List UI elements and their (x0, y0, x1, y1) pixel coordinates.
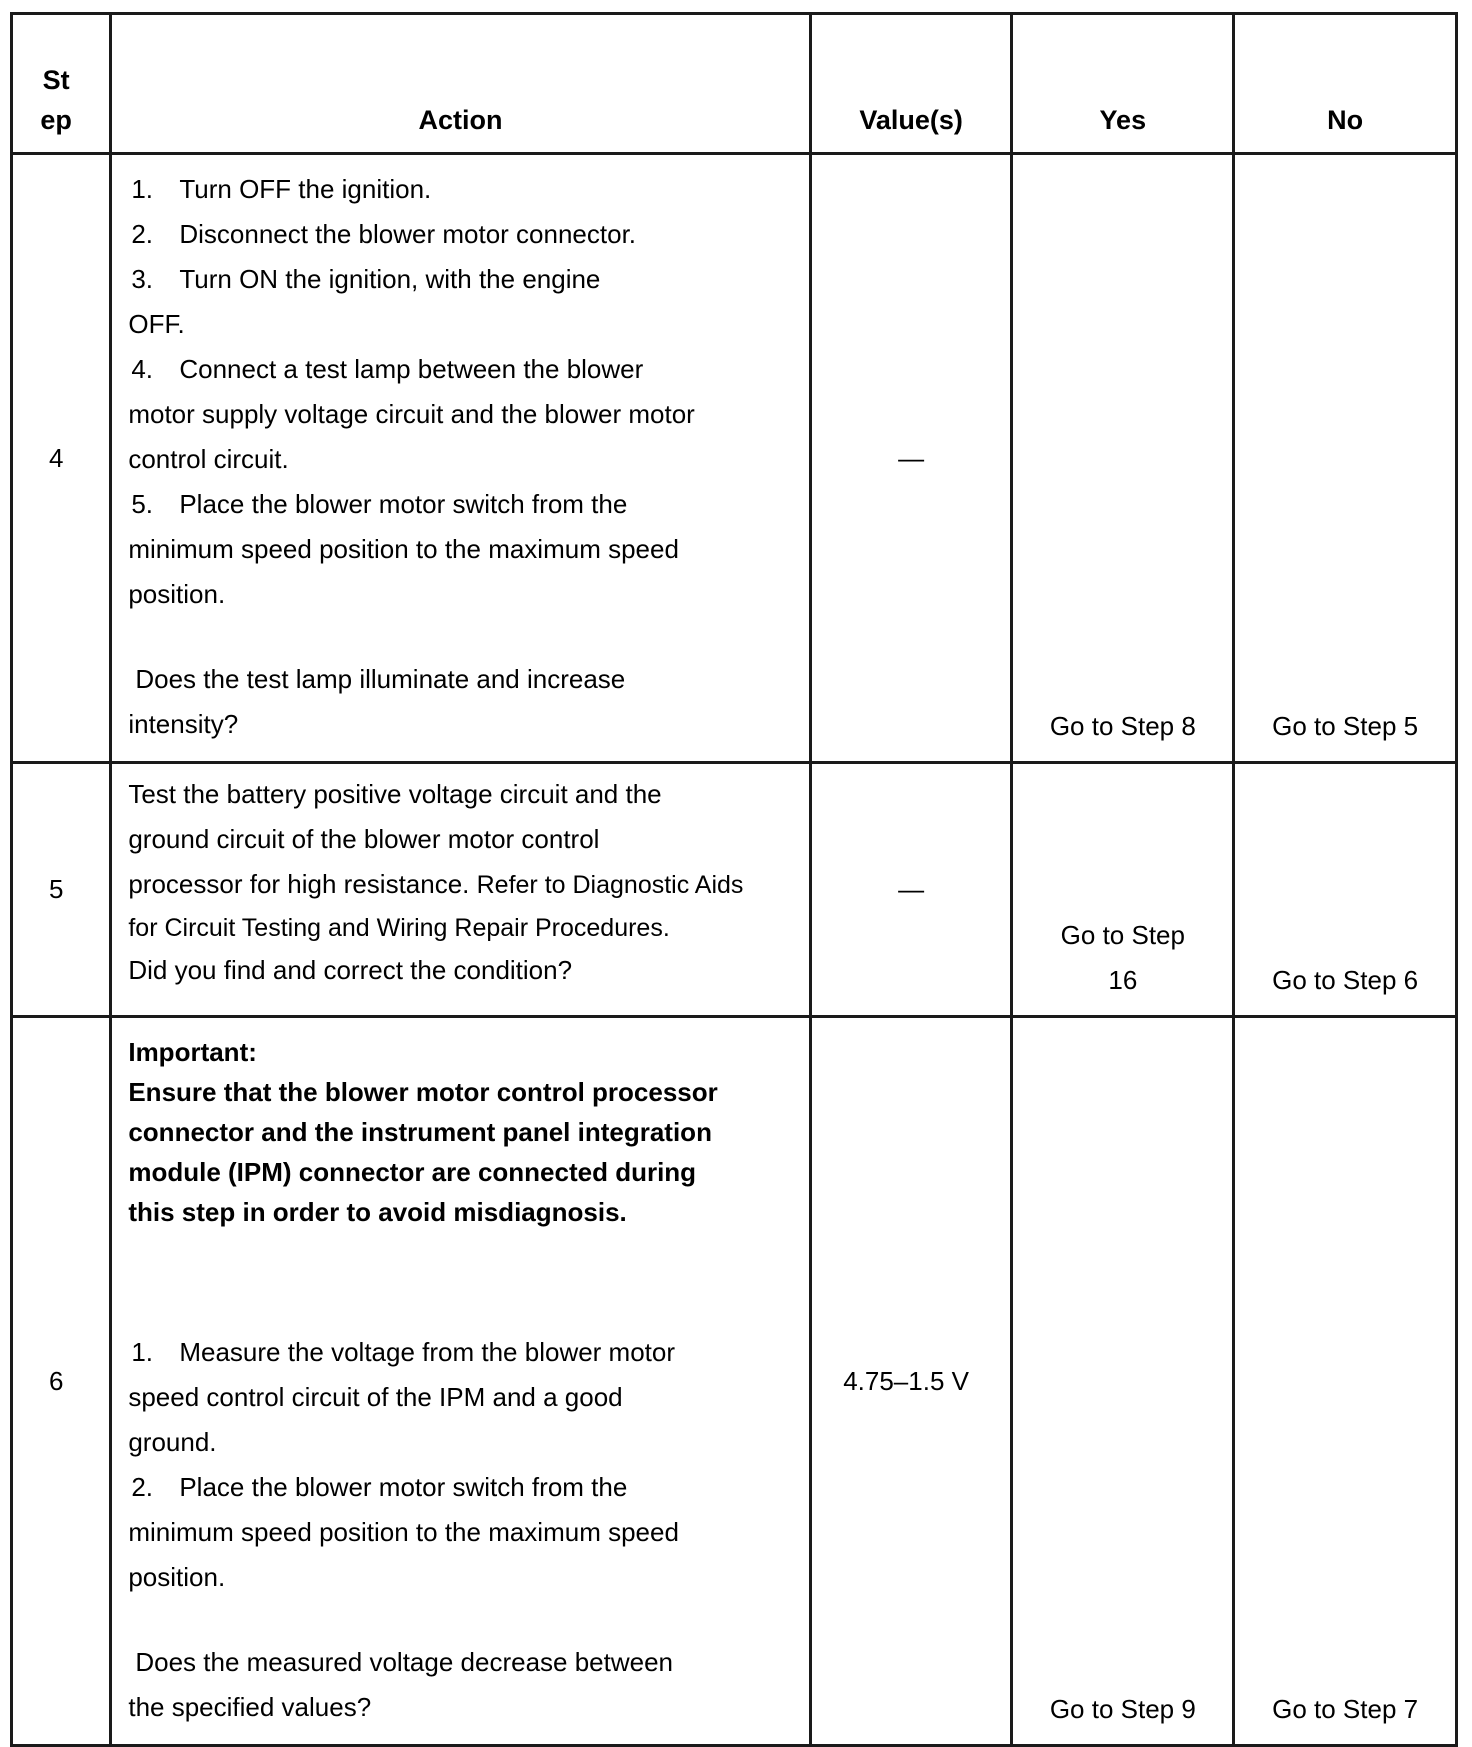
reference-text: for Circuit Testing and Wiring Repair Procedures. (128, 914, 670, 942)
action-text-part: processor for high resistance. (128, 869, 470, 899)
list-item (128, 167, 798, 212)
header-no: No (1234, 14, 1457, 154)
action-text: Test the battery positive voltage circuit and the (128, 779, 662, 809)
yes-cell: Go to Step 9 (1012, 1017, 1234, 1746)
step-number: 6 (12, 1017, 111, 1746)
list-number: 4. (131, 354, 154, 384)
action-text (128, 862, 798, 908)
header-action: Action (111, 14, 810, 154)
list-number: 2. (131, 1472, 154, 1502)
action-cell (111, 154, 810, 763)
no-cell: Go to Step 5 (1234, 154, 1457, 763)
header-yes: Yes (1012, 14, 1234, 154)
yes-line2: 16 (1108, 965, 1138, 995)
list-number: 1. (131, 174, 154, 204)
yes-cell: Go to Step 8 (1012, 154, 1234, 763)
header-step-line2: ep (40, 105, 72, 135)
list-item (128, 347, 798, 392)
list-number: 3. (131, 264, 154, 294)
list-text: Place the blower motor switch from the (179, 1472, 628, 1502)
question-text: Does the test lamp illuminate and increase (135, 664, 626, 694)
list-text: Connect a test lamp between the blower (179, 354, 644, 384)
list-continuation: control circuit. (128, 444, 289, 474)
value-cell: — (810, 154, 1012, 763)
list-continuation: speed control circuit of the IPM and a good (128, 1382, 623, 1412)
step-number: 5 (12, 763, 111, 1017)
table-row (12, 1017, 1457, 1746)
action-cell (111, 1017, 810, 1746)
no-cell: Go to Step 7 (1234, 1017, 1457, 1746)
step-number: 4 (12, 154, 111, 763)
list-continuation: position. (128, 579, 226, 609)
reference-text: Refer to Diagnostic Aids (476, 871, 744, 899)
action-text: ground circuit of the blower motor control (128, 824, 600, 854)
header-step-line1: St (42, 65, 70, 95)
table-row (12, 763, 1457, 1017)
list-item (128, 1330, 798, 1375)
list-continuation: OFF. (128, 309, 185, 339)
important-text: Ensure that the blower motor control processor (128, 1077, 718, 1107)
list-item (128, 482, 798, 527)
list-text: Measure the voltage from the blower motor (179, 1337, 676, 1367)
no-cell: Go to Step 6 (1234, 763, 1457, 1017)
list-number: 1. (131, 1337, 154, 1367)
list-item (128, 1465, 798, 1510)
value-cell: 4.75–1.5 V (810, 1017, 1012, 1746)
question-text: Does the measured voltage decrease between (135, 1647, 674, 1677)
diagnostic-table (10, 12, 1458, 1747)
list-number: 5. (131, 489, 154, 519)
question-text: the specified values? (128, 1692, 372, 1722)
important-text: module (IPM) connector are connected during (128, 1157, 697, 1187)
question-text: intensity? (128, 709, 239, 739)
header-row (12, 14, 1457, 154)
yes-cell (1012, 763, 1234, 1017)
important-label: Important: (128, 1037, 257, 1067)
list-number: 2. (131, 219, 154, 249)
list-item (128, 212, 798, 257)
value-cell: — (810, 763, 1012, 1017)
list-text: Place the blower motor switch from the (179, 489, 628, 519)
list-item (128, 257, 798, 302)
list-text: Disconnect the blower motor connector. (179, 219, 637, 249)
list-continuation: ground. (128, 1427, 217, 1457)
list-continuation: minimum speed position to the maximum speed (128, 534, 679, 564)
yes-line1: Go to Step (1060, 920, 1185, 950)
action-cell (111, 763, 810, 1017)
question-text: Did you find and correct the condition? (128, 955, 573, 985)
important-text: connector and the instrument panel integration (128, 1117, 712, 1147)
list-continuation: motor supply voltage circuit and the blower motor (128, 399, 695, 429)
important-text: this step in order to avoid misdiagnosis. (128, 1197, 627, 1227)
list-text: Turn OFF the ignition. (179, 174, 432, 204)
list-text: Turn ON the ignition, with the engine (179, 264, 601, 294)
table-row (12, 154, 1457, 763)
header-step (12, 14, 111, 154)
list-continuation: minimum speed position to the maximum speed (128, 1517, 679, 1547)
list-continuation: position. (128, 1562, 226, 1592)
header-values: Value(s) (810, 14, 1012, 154)
